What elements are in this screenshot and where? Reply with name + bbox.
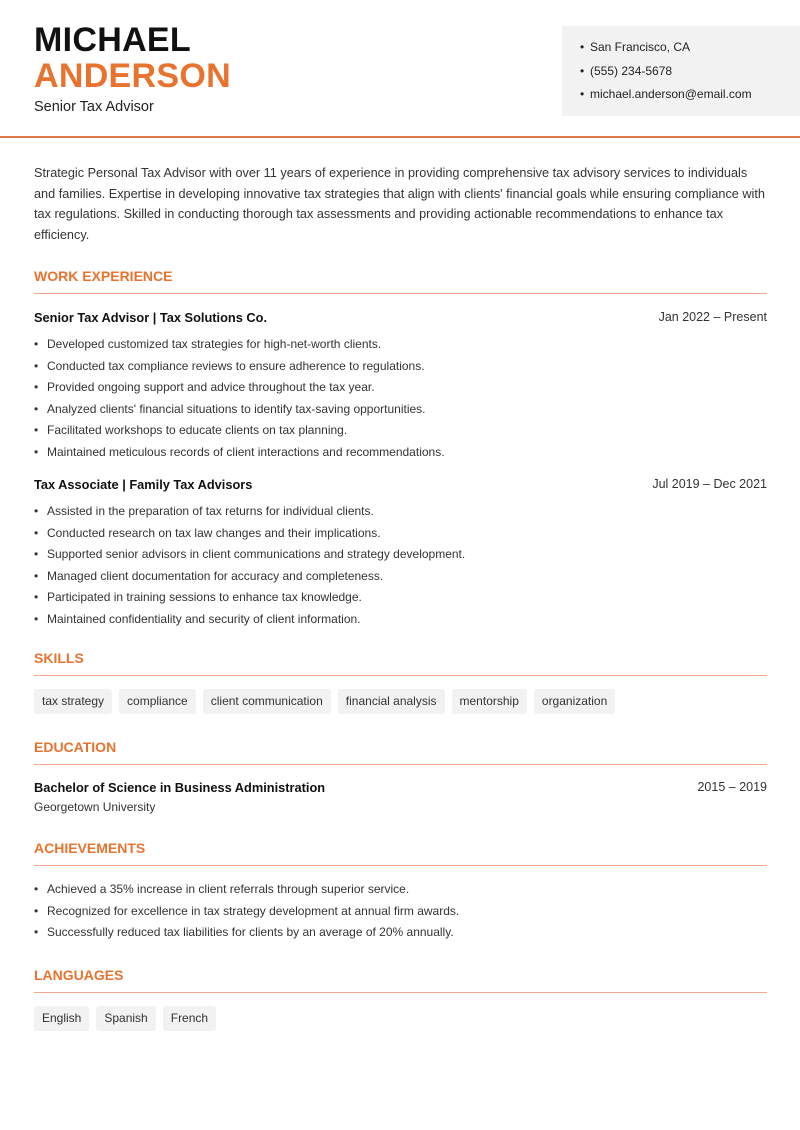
list-item: • Supported senior advisors in client communications and strategy development. [34, 547, 466, 561]
list-item: • Developed customized tax strategies for high-net-worth clients. [34, 337, 382, 351]
list-item: • Managed client documentation for accuracy and completeness. [34, 568, 384, 583]
contact-phone: • (555) 234-5678 [580, 62, 752, 86]
skill-tag: client communication [203, 689, 331, 714]
list-item: • Analyzed clients' financial situations to identify tax-saving opportunities. [34, 401, 426, 416]
section-title-work: WORK EXPERIENCE [34, 268, 767, 294]
skill-tag: compliance [119, 689, 196, 714]
language-tag: Spanish [96, 1006, 155, 1031]
bullet-icon: • [580, 40, 585, 54]
achievements-list [34, 881, 459, 946]
last-name: ANDERSON [34, 57, 231, 95]
language-tag: French [163, 1006, 216, 1031]
job-bullets [34, 336, 445, 465]
list-item: • Achieved a 35% increase in client referrals through superior service. [34, 882, 410, 896]
candidate-name [34, 22, 231, 94]
job-date: Jan 2022 – Present [658, 310, 767, 324]
list-item: • Assisted in the preparation of tax returns for individual clients. [34, 504, 374, 518]
list-item: • Maintained confidentiality and security of client information. [34, 611, 361, 626]
summary-paragraph: Strategic Personal Tax Advisor with over 11 years of experience in providing comprehensive tax advisory services to individuals and families. Expertise in developing innovative tax strategies that align with clients' financial goals while ensuring compliance with tax regulations. Skilled in conducting thorough tax assessments and providing actionable recommendations to enhance tax efficiency. [34, 166, 765, 242]
section-title-skills: SKILLS [34, 650, 767, 676]
list-item: • Successfully reduced tax liabilities for clients by an average of 20% annually. [34, 925, 454, 939]
bullet-icon: • [580, 63, 585, 78]
section-title-languages: LANGUAGES [34, 967, 767, 993]
list-item: • Conducted tax compliance reviews to ensure adherence to regulations. [34, 358, 425, 373]
skill-tag: financial analysis [338, 689, 445, 714]
job-role: Senior Tax Advisor [34, 99, 154, 115]
job-title: Tax Associate | Family Tax Advisors [34, 477, 253, 492]
education-date: 2015 – 2019 [697, 780, 767, 794]
job-bullets [34, 503, 465, 632]
bullet-icon: • [580, 87, 585, 101]
job-date: Jul 2019 – Dec 2021 [652, 477, 767, 491]
skill-tag: tax strategy [34, 689, 112, 714]
contact-box [562, 26, 800, 116]
list-item: • Conducted research on tax law changes and their implications. [34, 525, 381, 540]
school-name: Georgetown University [34, 800, 156, 814]
skill-tag: organization [534, 689, 615, 714]
section-title-education: EDUCATION [34, 739, 767, 765]
contact-location: • San Francisco, CA [580, 38, 752, 62]
list-item: • Participated in training sessions to enhance tax knowledge. [34, 590, 362, 604]
education-header [34, 780, 767, 795]
skills-tags [34, 689, 615, 714]
section-title-achievements: ACHIEVEMENTS [34, 840, 767, 866]
list-item: • Provided ongoing support and advice throughout the tax year. [34, 380, 375, 394]
list-item: • Facilitated workshops to educate clients on tax planning. [34, 423, 348, 437]
degree-title: Bachelor of Science in Business Administration [34, 780, 326, 795]
language-tags [34, 1006, 216, 1031]
skill-tag: mentorship [452, 689, 527, 714]
language-tag: English [34, 1006, 89, 1031]
job-title: Senior Tax Advisor | Tax Solutions Co. [34, 310, 268, 325]
job-header [34, 477, 767, 492]
job-header [34, 310, 767, 325]
resume-header [0, 0, 800, 138]
list-item: • Maintained meticulous records of client interactions and recommendations. [34, 444, 445, 459]
first-name: MICHAEL [34, 21, 191, 59]
list-item: • Recognized for excellence in tax strategy development at annual firm awards. [34, 903, 460, 918]
contact-email: • michael.anderson@email.com [580, 85, 752, 109]
